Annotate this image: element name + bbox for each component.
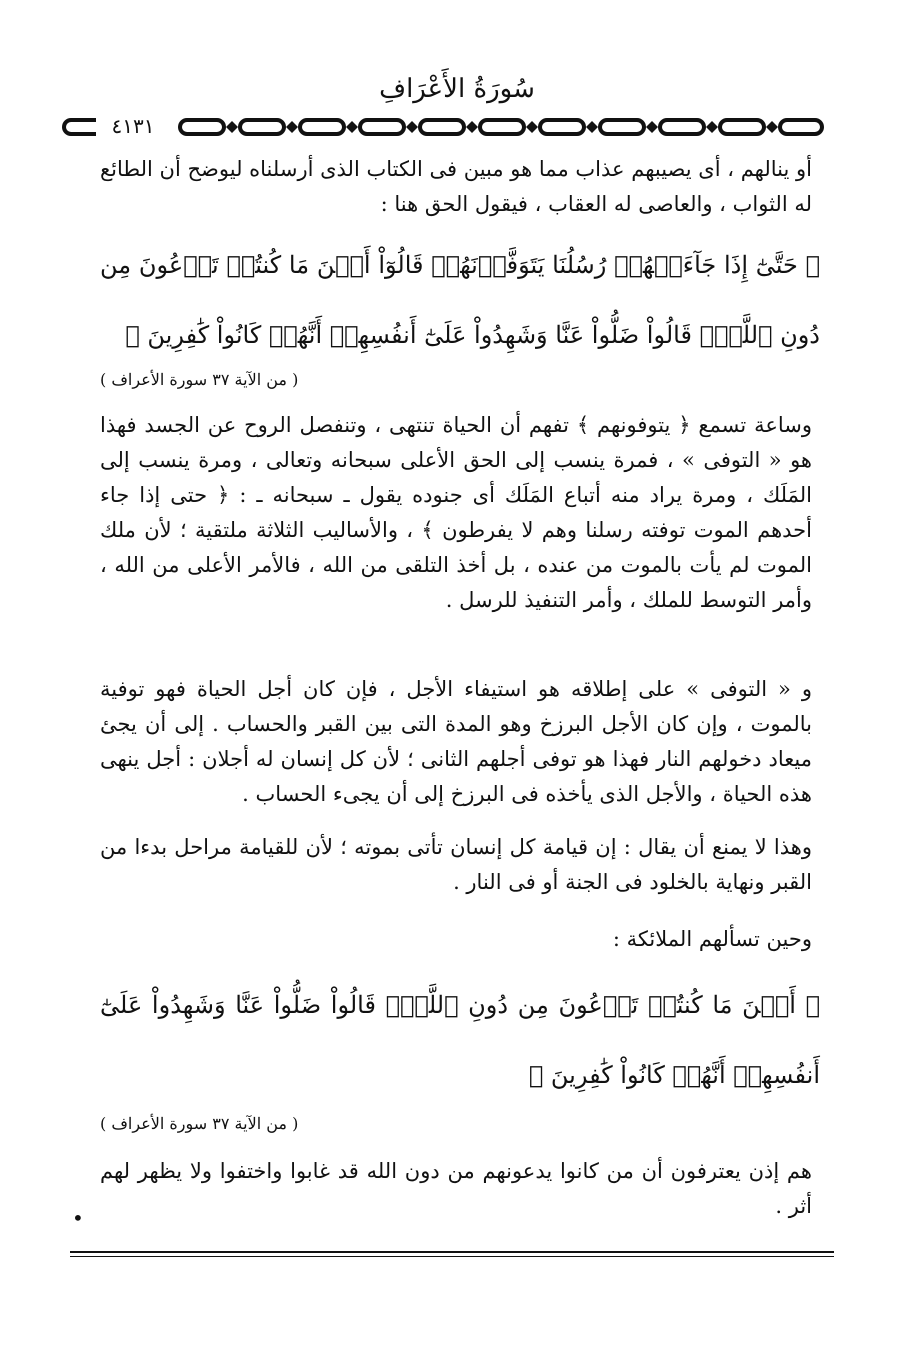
paragraph-ajal: و « التوفى » على إطلاقه هو استيفاء الأجل ، فإن كان أجل الحياة فهو توفية بالموت ، وإن كان الأجل البرزخ وهو المدة التى بين القبر والحساب . إلى أن يجئ ميعاد دخولهم النار فهذا هو توفى أجلهم الثانى ؛ لأن كل إنسان له أجلان : أجل ينهى هذه الحياة ، والأجل الذى يأخذه فى البرزخ إلى أن يجىء الحساب . — [100, 677, 812, 806]
surah-title: سُورَةُ الأَعْرَافِ — [379, 74, 535, 104]
quran-verse-2: ﴿ أَيۡنَ مَا كُنتُمۡ تَدۡعُونَ مِن دُونِ ٱللَّهِۖ قَالُواْ ضَلُّواْ عَنَّا وَشَهِدُواْ عَلَىٰٓ أَنفُسِهِمۡ أَنَّهُمۡ كَانُواْ كَٰفِرِينَ ﴾ — [100, 991, 820, 1089]
margin-dot: • — [72, 1206, 84, 1230]
paragraph-qiyama: وهذا لا يمنع أن يقال : إن قيامة كل إنسان تأتى بموته ؛ لأن للقيامة مراحل بدءا من القبر ونهاية بالخلود فى الجنة أو فى النار . — [100, 835, 812, 894]
verse-reference-2: ( من الآية ٣٧ سورة الأعراف ) — [100, 1114, 299, 1133]
paragraph-conclusion: هم إذن يعترفون أن من كانوا يدعونهم من دون الله قد غابوا واختفوا ولا يظهر لهم أثر . — [100, 1159, 812, 1218]
footer-rule — [70, 1251, 834, 1253]
paragraph-angels-ask: وحين تسألهم الملائكة : — [612, 927, 812, 951]
ornamental-header-rule — [62, 116, 824, 138]
footer-rule-thin — [70, 1256, 834, 1257]
paragraph-intro: أو ينالهم ، أى يصيبهم عذاب مما هو مبين فى الكتاب الذى أرسلناه ليوضح أن الطائع له الثواب ، والعاصى له العقاب ، فيقول الحق هنا : — [100, 157, 812, 216]
paragraph-tawaffi: وساعة تسمع ﴿ يتوفونهم ﴾ تفهم أن الحياة تنتهى ، وتنفصل الروح عن الجسد فهذا هو « التوفى » ، فمرة ينسب إلى الحق الأعلى سبحانه وتعالى ، ومرة ينسب إلى المَلَك ، ومرة يراد منه أتباع المَلَك أى جنوده يقول ـ سبحانه ـ : ﴿ حتى إذا جاء أحدهم الموت توفته رسلنا وهم لا يفرطون ﴾ ، والأساليب الثلاثة ملتقية ؛ لأن ملك الموت لم يأت بالموت من عنده ، بل أخذ التلقى من الله ، فالأمر الأعلى من الله ، وأمر التوسط للملك ، وأمر التنفيذ للرسل . — [100, 413, 812, 612]
page-number: ٤١٣١ — [96, 112, 170, 140]
verse-reference-1: ( من الآية ٣٧ سورة الأعراف ) — [100, 370, 299, 389]
quran-verse-1: ﴿ حَتَّىٰٓ إِذَا جَآءَتۡهُمۡ رُسُلُنَا يَتَوَفَّوۡنَهُمۡ قَالُوٓاْ أَيۡنَ مَا كُنتُمۡ تَدۡعُونَ مِن دُونِ ٱللَّهِۖ قَالُواْ ضَلُّواْ عَنَّا وَشَهِدُواْ عَلَىٰٓ أَنفُسِهِمۡ أَنَّهُمۡ كَانُواْ كَٰفِرِينَ ﴾ — [100, 251, 820, 349]
